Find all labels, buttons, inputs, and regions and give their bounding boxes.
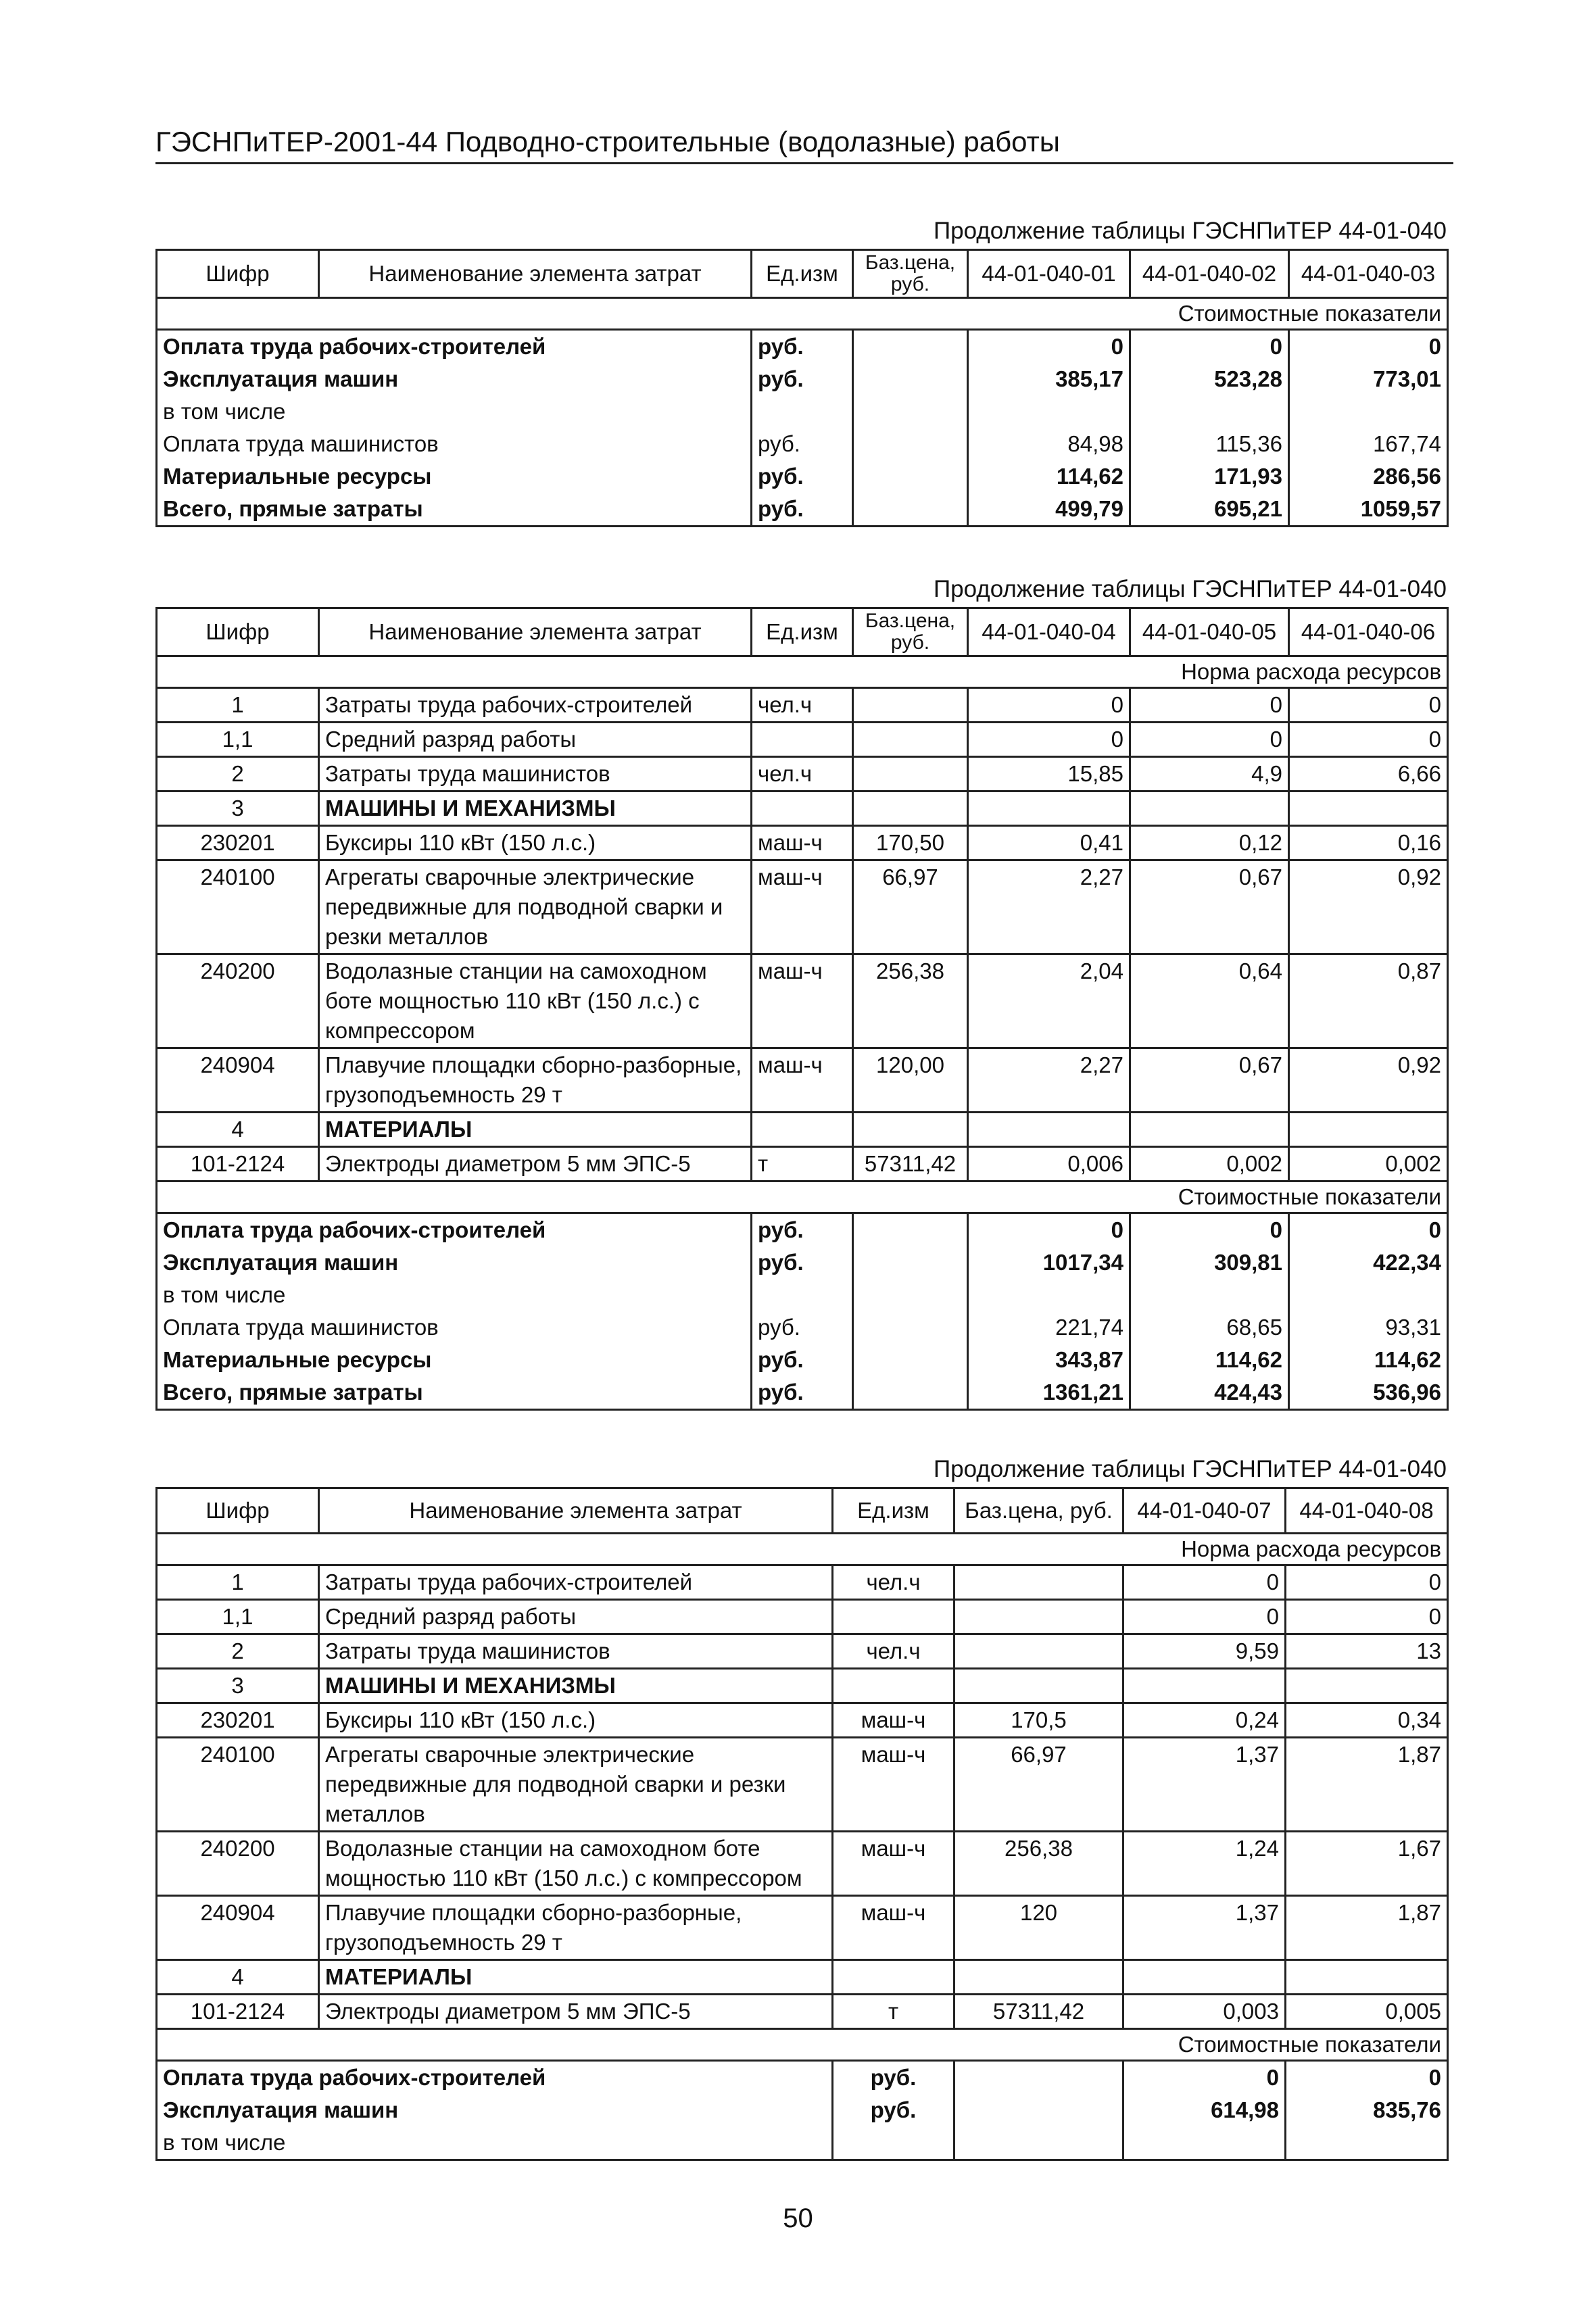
empty-cell xyxy=(853,1311,968,1344)
resource-price xyxy=(954,1960,1123,1995)
resource-value: 0,003 xyxy=(1123,1995,1286,2029)
resource-value: 1,87 xyxy=(1286,1738,1448,1832)
resource-row xyxy=(157,1600,1448,1634)
resource-code: 1,1 xyxy=(157,723,319,757)
resource-value: 9,59 xyxy=(1123,1634,1286,1669)
cost-label-materials: Материальные ресурсы xyxy=(157,460,752,493)
col-header-rate: 44-01-040-07 xyxy=(1123,1488,1286,1534)
resource-code: 4 xyxy=(157,1960,319,1995)
cost-unit: руб. xyxy=(833,2061,954,2095)
resource-name: Средний разряд работы xyxy=(319,723,752,757)
resource-price: 170,50 xyxy=(853,826,968,860)
resource-unit xyxy=(752,1113,853,1147)
cost-label-operators: Оплата труда машинистов xyxy=(157,428,752,460)
resource-unit xyxy=(752,791,853,826)
resource-row xyxy=(157,1896,1448,1960)
resource-value: 0,41 xyxy=(968,826,1130,860)
col-header-rate: 44-01-040-06 xyxy=(1289,608,1448,656)
cost-label-incl: в том числе xyxy=(157,2126,833,2160)
resource-name: Агрегаты сварочные электрические передвижные для подводной сварки и резки металлов xyxy=(319,860,752,954)
resource-value: 0,92 xyxy=(1289,860,1448,954)
cost-value: 0 xyxy=(968,330,1130,364)
section-label-cost: Стоимостные показатели xyxy=(157,1181,1448,1213)
resource-code: 240904 xyxy=(157,1048,319,1113)
empty-cell xyxy=(1123,2126,1286,2160)
empty-cell xyxy=(1286,2126,1448,2160)
resource-row xyxy=(157,757,1448,791)
resource-row xyxy=(157,1832,1448,1896)
resource-value: 0,67 xyxy=(1130,860,1289,954)
cost-unit: руб. xyxy=(752,1213,853,1247)
cost-label-labor: Оплата труда рабочих-строителей xyxy=(157,330,752,364)
cost-value: 115,36 xyxy=(1130,428,1289,460)
resource-value: 0,67 xyxy=(1130,1048,1289,1113)
resource-value xyxy=(1286,1960,1448,1995)
resource-unit: маш-ч xyxy=(752,826,853,860)
resource-name: Водолазные станции на самоходном боте мощностью 110 кВт (150 л.с.) с компрессором xyxy=(319,954,752,1048)
resource-unit: т xyxy=(752,1147,853,1181)
resource-value xyxy=(1123,1669,1286,1703)
resource-name: Буксиры 110 кВт (150 л.с.) xyxy=(319,826,752,860)
cost-value: 84,98 xyxy=(968,428,1130,460)
cost-value: 536,96 xyxy=(1289,1376,1448,1410)
resource-code: 4 xyxy=(157,1113,319,1147)
col-header-name: Наименование элемента затрат xyxy=(319,1488,833,1534)
empty-cell xyxy=(853,1376,968,1410)
empty-cell xyxy=(853,1246,968,1279)
col-header-name: Наименование элемента затрат xyxy=(319,250,752,298)
resource-row xyxy=(157,1565,1448,1600)
resource-name: Затраты труда машинистов xyxy=(319,1634,833,1669)
resource-row xyxy=(157,1634,1448,1669)
cost-label-machines: Эксплуатация машин xyxy=(157,363,752,395)
cost-value: 0 xyxy=(1286,2061,1448,2095)
col-header-unit: Ед.изм xyxy=(752,608,853,656)
resource-code: 1,1 xyxy=(157,1600,319,1634)
resource-row xyxy=(157,1048,1448,1113)
cost-value: 1017,34 xyxy=(968,1246,1130,1279)
resource-price xyxy=(853,1113,968,1147)
section-label-cost: Стоимостные показатели xyxy=(157,298,1448,330)
col-header-unit: Ед.изм xyxy=(833,1488,954,1534)
cost-value: 1361,21 xyxy=(968,1376,1130,1410)
resource-code: 2 xyxy=(157,757,319,791)
resource-row xyxy=(157,1738,1448,1832)
resource-row xyxy=(157,688,1448,723)
resource-unit: чел.ч xyxy=(833,1634,954,1669)
empty-cell xyxy=(954,2094,1123,2126)
cost-label-labor: Оплата труда рабочих-строителей xyxy=(157,2061,833,2095)
cost-value: 523,28 xyxy=(1130,363,1289,395)
resource-price xyxy=(853,757,968,791)
resource-unit: чел.ч xyxy=(752,757,853,791)
cost-value: 171,93 xyxy=(1130,460,1289,493)
cost-unit: руб. xyxy=(752,460,853,493)
resource-value: 0,12 xyxy=(1130,826,1289,860)
resource-name: Водолазные станции на самоходном боте мощностью 110 кВт (150 л.с.) с компрессором xyxy=(319,1832,833,1896)
resource-value: 0,34 xyxy=(1286,1703,1448,1738)
resource-value: 0 xyxy=(1123,1565,1286,1600)
resource-value: 0,16 xyxy=(1289,826,1448,860)
resource-unit xyxy=(833,1960,954,1995)
cost-value: 385,17 xyxy=(968,363,1130,395)
col-header-price: Баз.цена, руб. xyxy=(853,608,968,656)
resource-value: 0,24 xyxy=(1123,1703,1286,1738)
resource-code: 1 xyxy=(157,688,319,723)
resource-unit: маш-ч xyxy=(833,1832,954,1896)
resource-value: 1,67 xyxy=(1286,1832,1448,1896)
resource-name: Электроды диаметром 5 мм ЭПС-5 xyxy=(319,1147,752,1181)
resource-value: 2,27 xyxy=(968,860,1130,954)
empty-cell xyxy=(853,460,968,493)
resource-unit: чел.ч xyxy=(833,1565,954,1600)
cost-unit: руб. xyxy=(752,330,853,364)
empty-cell xyxy=(1289,395,1448,428)
cost-label-total: Всего, прямые затраты xyxy=(157,1376,752,1410)
cost-value: 0 xyxy=(1130,1213,1289,1247)
cost-label-incl: в том числе xyxy=(157,395,752,428)
cost-label-materials: Материальные ресурсы xyxy=(157,1344,752,1376)
cost-value: 309,81 xyxy=(1130,1246,1289,1279)
resource-value: 0 xyxy=(1289,688,1448,723)
resource-code: 240100 xyxy=(157,1738,319,1832)
empty-cell xyxy=(853,1213,968,1247)
cost-value: 68,65 xyxy=(1130,1311,1289,1344)
resource-value: 2,27 xyxy=(968,1048,1130,1113)
resource-value: 0,92 xyxy=(1289,1048,1448,1113)
resource-unit: маш-ч xyxy=(833,1738,954,1832)
resource-code: 101-2124 xyxy=(157,1147,319,1181)
resource-unit: маш-ч xyxy=(833,1703,954,1738)
resource-value: 0 xyxy=(968,688,1130,723)
cost-value: 286,56 xyxy=(1289,460,1448,493)
resource-value: 0,64 xyxy=(1130,954,1289,1048)
resource-name: МАТЕРИАЛЫ xyxy=(319,1113,752,1147)
cost-value: 0 xyxy=(1289,330,1448,364)
resource-value xyxy=(1289,1113,1448,1147)
resource-price: 66,97 xyxy=(853,860,968,954)
resource-value: 0,87 xyxy=(1289,954,1448,1048)
resource-row xyxy=(157,826,1448,860)
col-header-code: Шифр xyxy=(157,1488,319,1534)
resource-row xyxy=(157,1669,1448,1703)
empty-cell xyxy=(1130,395,1289,428)
resource-unit xyxy=(833,1600,954,1634)
empty-cell xyxy=(1289,1279,1448,1311)
col-header-rate: 44-01-040-02 xyxy=(1130,250,1289,298)
resource-unit: чел.ч xyxy=(752,688,853,723)
resource-value xyxy=(1130,1113,1289,1147)
section-label-norm: Норма расхода ресурсов xyxy=(157,656,1448,688)
resource-code: 240200 xyxy=(157,1832,319,1896)
resource-code: 3 xyxy=(157,791,319,826)
cost-unit: руб. xyxy=(752,1344,853,1376)
table-caption: Продолжение таблицы ГЭСНПиТЕР 44-01-040 xyxy=(933,1456,1447,1482)
resource-value: 1,87 xyxy=(1286,1896,1448,1960)
resource-price: 170,5 xyxy=(954,1703,1123,1738)
cost-value: 343,87 xyxy=(968,1344,1130,1376)
cost-label-total: Всего, прямые затраты xyxy=(157,493,752,527)
resource-price: 57311,42 xyxy=(853,1147,968,1181)
cost-value: 424,43 xyxy=(1130,1376,1289,1410)
resource-name: Затраты труда рабочих-строителей xyxy=(319,1565,833,1600)
resource-value xyxy=(1289,791,1448,826)
cost-unit: руб. xyxy=(752,1376,853,1410)
resource-price: 256,38 xyxy=(954,1832,1123,1896)
resource-value xyxy=(1130,791,1289,826)
resource-price xyxy=(954,1634,1123,1669)
resource-value: 1,37 xyxy=(1123,1738,1286,1832)
resource-name: Затраты труда машинистов xyxy=(319,757,752,791)
resource-price xyxy=(954,1669,1123,1703)
resource-price xyxy=(853,688,968,723)
col-header-unit: Ед.изм xyxy=(752,250,853,298)
resource-name: Средний разряд работы xyxy=(319,1600,833,1634)
resource-price: 120 xyxy=(954,1896,1123,1960)
empty-cell xyxy=(853,1279,968,1311)
cost-value: 114,62 xyxy=(968,460,1130,493)
cost-value: 695,21 xyxy=(1130,493,1289,527)
resource-code: 240904 xyxy=(157,1896,319,1960)
resource-code: 2 xyxy=(157,1634,319,1669)
resource-unit: маш-ч xyxy=(752,954,853,1048)
resource-row xyxy=(157,954,1448,1048)
col-header-price: Баз.цена, руб. xyxy=(954,1488,1123,1534)
empty-cell xyxy=(1130,1279,1289,1311)
resource-value: 0 xyxy=(1289,723,1448,757)
resource-price: 256,38 xyxy=(853,954,968,1048)
col-header-rate: 44-01-040-03 xyxy=(1289,250,1448,298)
resource-code: 1 xyxy=(157,1565,319,1600)
cost-label-labor: Оплата труда рабочих-строителей xyxy=(157,1213,752,1247)
cost-unit: руб. xyxy=(752,363,853,395)
empty-cell xyxy=(954,2061,1123,2095)
resource-name: Затраты труда рабочих-строителей xyxy=(319,688,752,723)
cost-value: 422,34 xyxy=(1289,1246,1448,1279)
table-caption: Продолжение таблицы ГЭСНПиТЕР 44-01-040 xyxy=(933,218,1447,244)
cost-unit: руб. xyxy=(752,428,853,460)
resource-value: 0 xyxy=(968,723,1130,757)
cost-unit: руб. xyxy=(752,1311,853,1344)
resource-value xyxy=(1286,1669,1448,1703)
resource-value xyxy=(968,1113,1130,1147)
resource-unit xyxy=(833,1669,954,1703)
resource-value: 1,37 xyxy=(1123,1896,1286,1960)
resource-price xyxy=(954,1565,1123,1600)
resource-table-1 xyxy=(155,249,1449,527)
resource-row xyxy=(157,1960,1448,1995)
resource-unit xyxy=(752,723,853,757)
resource-row xyxy=(157,791,1448,826)
resource-value: 0 xyxy=(1123,1600,1286,1634)
empty-cell xyxy=(968,1279,1130,1311)
cost-value: 773,01 xyxy=(1289,363,1448,395)
resource-unit: т xyxy=(833,1995,954,2029)
col-header-rate: 44-01-040-04 xyxy=(968,608,1130,656)
cost-value: 93,31 xyxy=(1289,1311,1448,1344)
resource-price: 57311,42 xyxy=(954,1995,1123,2029)
resource-name: Буксиры 110 кВт (150 л.с.) xyxy=(319,1703,833,1738)
resource-unit: маш-ч xyxy=(752,1048,853,1113)
cost-value: 0 xyxy=(1289,1213,1448,1247)
empty-cell xyxy=(954,2126,1123,2160)
cost-value: 0 xyxy=(1130,330,1289,364)
resource-code: 230201 xyxy=(157,1703,319,1738)
resource-name: Агрегаты сварочные электрические передвижные для подводной сварки и резки металлов xyxy=(319,1738,833,1832)
resource-code: 240200 xyxy=(157,954,319,1048)
empty-cell xyxy=(752,1279,853,1311)
resource-row xyxy=(157,1113,1448,1147)
empty-cell xyxy=(853,428,968,460)
empty-cell xyxy=(833,2126,954,2160)
resource-name: Электроды диаметром 5 мм ЭПС-5 xyxy=(319,1995,833,2029)
cost-value: 167,74 xyxy=(1289,428,1448,460)
resource-value: 0 xyxy=(1286,1565,1448,1600)
empty-cell xyxy=(853,395,968,428)
col-header-rate: 44-01-040-08 xyxy=(1286,1488,1448,1534)
cost-value: 114,62 xyxy=(1130,1344,1289,1376)
empty-cell xyxy=(853,1344,968,1376)
resource-row xyxy=(157,1703,1448,1738)
col-header-code: Шифр xyxy=(157,250,319,298)
resource-row xyxy=(157,1147,1448,1181)
resource-code: 230201 xyxy=(157,826,319,860)
col-header-name: Наименование элемента затрат xyxy=(319,608,752,656)
resource-row xyxy=(157,860,1448,954)
cost-value: 1059,57 xyxy=(1289,493,1448,527)
resource-name: Плавучие площадки сборно-разборные, грузоподъемность 29 т xyxy=(319,1048,752,1113)
resource-code: 3 xyxy=(157,1669,319,1703)
resource-value: 6,66 xyxy=(1289,757,1448,791)
resource-name: Плавучие площадки сборно-разборные, грузоподъемность 29 т xyxy=(319,1896,833,1960)
resource-code: 101-2124 xyxy=(157,1995,319,2029)
section-label-norm: Норма расхода ресурсов xyxy=(157,1534,1448,1565)
resource-value xyxy=(1123,1960,1286,1995)
section-label-cost: Стоимостные показатели xyxy=(157,2029,1448,2061)
cost-label-machines: Эксплуатация машин xyxy=(157,1246,752,1279)
page-header: ГЭСНПиТЕР-2001-44 Подводно-строительные (водолазные) работы xyxy=(155,122,1453,164)
cost-value: 0 xyxy=(968,1213,1130,1247)
resource-table-2 xyxy=(155,607,1449,1411)
resource-name: МАТЕРИАЛЫ xyxy=(319,1960,833,1995)
resource-value: 1,24 xyxy=(1123,1832,1286,1896)
resource-value xyxy=(968,791,1130,826)
resource-value: 2,04 xyxy=(968,954,1130,1048)
cost-label-incl: в том числе xyxy=(157,1279,752,1311)
resource-unit: маш-ч xyxy=(752,860,853,954)
resource-price: 120,00 xyxy=(853,1048,968,1113)
empty-cell xyxy=(853,493,968,527)
cost-value: 499,79 xyxy=(968,493,1130,527)
resource-value: 15,85 xyxy=(968,757,1130,791)
resource-price xyxy=(853,723,968,757)
resource-code: 240100 xyxy=(157,860,319,954)
cost-label-machines: Эксплуатация машин xyxy=(157,2094,833,2126)
col-header-code: Шифр xyxy=(157,608,319,656)
resource-value: 13 xyxy=(1286,1634,1448,1669)
table-caption: Продолжение таблицы ГЭСНПиТЕР 44-01-040 xyxy=(933,576,1447,602)
empty-cell xyxy=(968,395,1130,428)
cost-value: 614,98 xyxy=(1123,2094,1286,2126)
cost-unit: руб. xyxy=(752,493,853,527)
cost-value: 0 xyxy=(1123,2061,1286,2095)
cost-value: 835,76 xyxy=(1286,2094,1448,2126)
cost-unit: руб. xyxy=(752,1246,853,1279)
resource-price xyxy=(954,1600,1123,1634)
resource-value: 0,002 xyxy=(1130,1147,1289,1181)
col-header-price: Баз.цена, руб. xyxy=(853,250,968,298)
resource-name: МАШИНЫ И МЕХАНИЗМЫ xyxy=(319,791,752,826)
page-number: 50 xyxy=(783,2203,813,2233)
cost-value: 114,62 xyxy=(1289,1344,1448,1376)
resource-row xyxy=(157,1995,1448,2029)
resource-value: 0 xyxy=(1286,1600,1448,1634)
resource-name: МАШИНЫ И МЕХАНИЗМЫ xyxy=(319,1669,833,1703)
resource-value: 0,005 xyxy=(1286,1995,1448,2029)
empty-cell xyxy=(853,330,968,364)
empty-cell xyxy=(853,363,968,395)
resource-price: 66,97 xyxy=(954,1738,1123,1832)
col-header-rate: 44-01-040-05 xyxy=(1130,608,1289,656)
resource-table-3 xyxy=(155,1487,1449,2161)
resource-value: 4,9 xyxy=(1130,757,1289,791)
resource-value: 0 xyxy=(1130,688,1289,723)
resource-value: 0 xyxy=(1130,723,1289,757)
cost-label-operators: Оплата труда машинистов xyxy=(157,1311,752,1344)
empty-cell xyxy=(752,395,853,428)
resource-value: 0,006 xyxy=(968,1147,1130,1181)
resource-price xyxy=(853,791,968,826)
cost-value: 221,74 xyxy=(968,1311,1130,1344)
resource-row xyxy=(157,723,1448,757)
resource-unit: маш-ч xyxy=(833,1896,954,1960)
col-header-rate: 44-01-040-01 xyxy=(968,250,1130,298)
cost-unit: руб. xyxy=(833,2094,954,2126)
resource-value: 0,002 xyxy=(1289,1147,1448,1181)
